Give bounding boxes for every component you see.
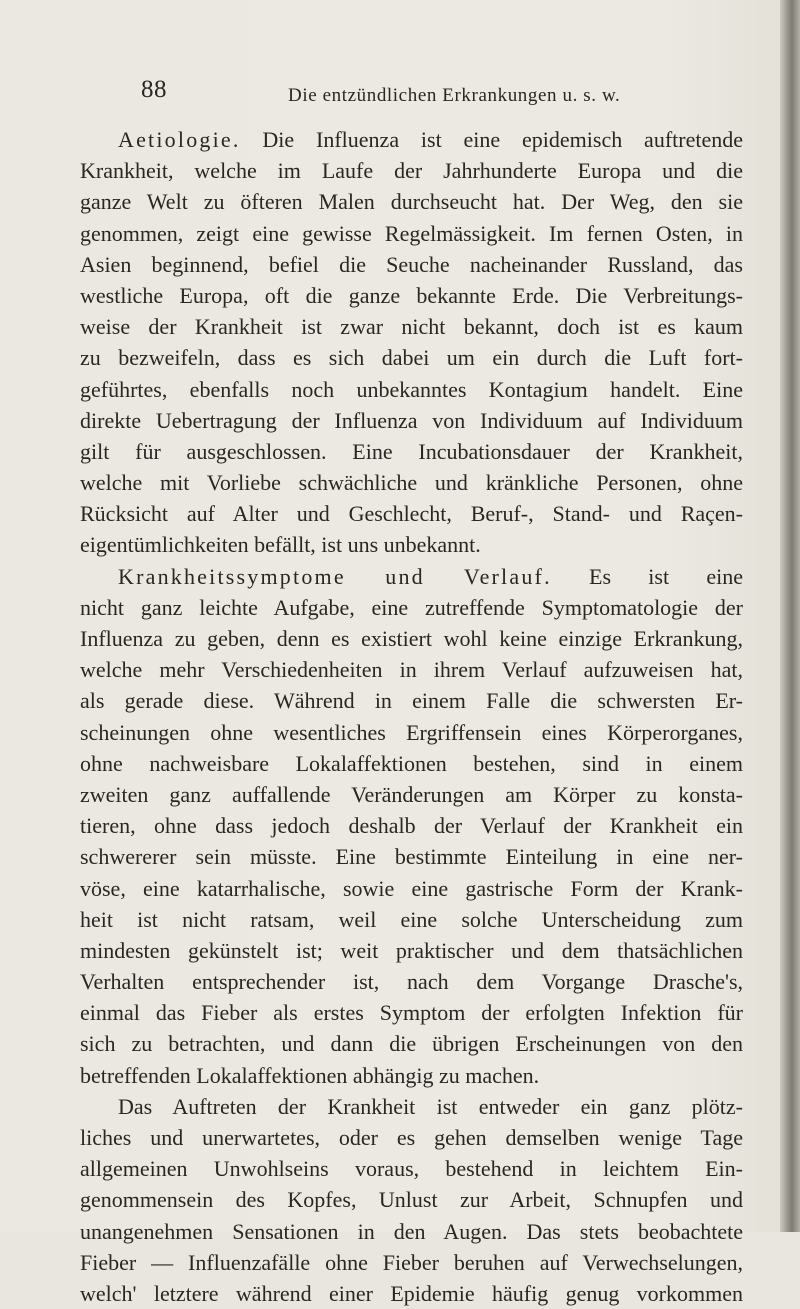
text-line: zu bezweifeln, dass es sich dabei um ein durch die Luft fort- xyxy=(80,345,743,371)
text-line: scheinungen ohne wesentliches Ergriffensein eines Körperorganes, xyxy=(80,719,743,745)
text-line: vöse, eine katarrhalische, sowie eine gastrische Form der Krank- xyxy=(80,875,743,901)
text-line: welche mehr Verschiedenheiten in ihrem Verlauf aufzuweisen hat, xyxy=(80,657,743,683)
running-head: Die entzündlichen Erkrankungen u. s. w. xyxy=(288,85,621,106)
text-line: Fieber — Influenzafälle ohne Fieber beruhen auf Verwechselungen, xyxy=(80,1249,743,1275)
text-line: heit ist nicht ratsam, weil eine solche Unterscheidung zum xyxy=(80,906,743,932)
text-line: betreffenden Lokalaffektionen abhängig zu machen. xyxy=(80,1062,540,1088)
text-line: eigentümlichkeiten befällt, ist uns unbekannt. xyxy=(80,532,481,558)
text-line: Rücksicht auf Alter und Geschlecht, Beruf-, Stand- und Raçen- xyxy=(80,501,743,527)
text-line: Krankheit, welche im Laufe der Jahrhunderte Europa und die xyxy=(80,158,743,184)
text-line: Krankheitssymptome und Verlauf. Es ist eine xyxy=(118,563,743,589)
section-heading-krankheitssymptome: Krankheitssymptome und Verlauf. xyxy=(118,563,552,589)
text-line: Influenza zu geben, denn es existiert wohl keine einzige Erkrankung, xyxy=(80,626,743,651)
book-binding-edge xyxy=(780,0,800,1232)
text-line: nicht ganz leichte Aufgabe, eine zutreffende Symptomatologie der xyxy=(80,594,743,620)
text-line: tieren, ohne dass jedoch deshalb der Verlauf der Krankheit ein xyxy=(80,813,743,839)
text-line: geführtes, ebenfalls noch unbekanntes Kontagium handelt. Eine xyxy=(80,376,743,402)
text-line: welch' letztere während einer Epidemie häufig genug vorkommen xyxy=(80,1280,743,1306)
text-line: westliche Europa, oft die ganze bekannte Erde. Die Verbreitungs- xyxy=(80,282,743,308)
text-line: Verhalten entsprechender ist, nach dem Vorgange Drasche's, xyxy=(80,969,743,995)
text-line: schwererer sein müsste. Eine bestimmte Einteilung in eine ner- xyxy=(80,844,743,870)
body-text xyxy=(80,124,743,1309)
text-line: Aetiologie. Die Influenza ist eine epidemisch auftretende xyxy=(118,127,743,152)
text-line: Das Auftreten der Krankheit ist entweder ein ganz plötz- xyxy=(118,1093,743,1119)
text-line: ohne nachweisbare Lokalaffektionen bestehen, sind in einem xyxy=(80,750,743,776)
page-header xyxy=(0,72,780,112)
text-line: als gerade diese. Während in einem Falle die schwersten Er- xyxy=(80,688,743,714)
text-line: allgemeinen Unwohlseins voraus, bestehend in leichtem Ein- xyxy=(80,1156,743,1182)
text-line: einmal das Fieber als erstes Symptom der erfolgten Infektion für xyxy=(80,1000,743,1026)
text-line: sich zu betrachten, und dann die übrigen Erscheinungen von den xyxy=(80,1031,743,1057)
text-line: liches und unerwartetes, oder es gehen demselben wenige Tage xyxy=(80,1125,743,1150)
text-line: direkte Uebertragung der Influenza von Individuum auf Individuum xyxy=(80,407,743,433)
page-number: 88 xyxy=(141,76,167,103)
text-line: weise der Krankheit ist zwar nicht bekannt, doch ist es kaum xyxy=(80,314,743,340)
text-line: ganze Welt zu öfteren Malen durchseucht hat. Der Weg, den sie xyxy=(80,189,743,215)
text-line: genommen, zeigt eine gewisse Regelmässigkeit. Im fernen Osten, in xyxy=(80,220,743,246)
paragraph-auftreten xyxy=(80,1091,743,1309)
paragraph-aetiologie xyxy=(80,124,743,561)
section-heading-aetiologie: Aetiologie. xyxy=(118,127,241,152)
text-line: mindesten gekünstelt ist; weit praktischer und dem thatsächlichen xyxy=(80,937,743,963)
text-line: gilt für ausgeschlossen. Eine Incubationsdauer der Krankheit, xyxy=(80,438,743,464)
paragraph-krankheitssymptome xyxy=(80,561,743,1091)
text-line: welche mit Vorliebe schwächliche und kränkliche Personen, ohne xyxy=(80,470,743,496)
text-line: zweiten ganz auffallende Veränderungen am Körper zu konsta- xyxy=(80,781,743,807)
text-line: genommensein des Kopfes, Unlust zur Arbeit, Schnupfen und xyxy=(80,1187,743,1213)
text-line: unangenehmen Sensationen in den Augen. Das stets beobachtete xyxy=(80,1218,743,1244)
text-line: Asien beginnend, befiel die Seuche nacheinander Russland, das xyxy=(80,251,743,277)
